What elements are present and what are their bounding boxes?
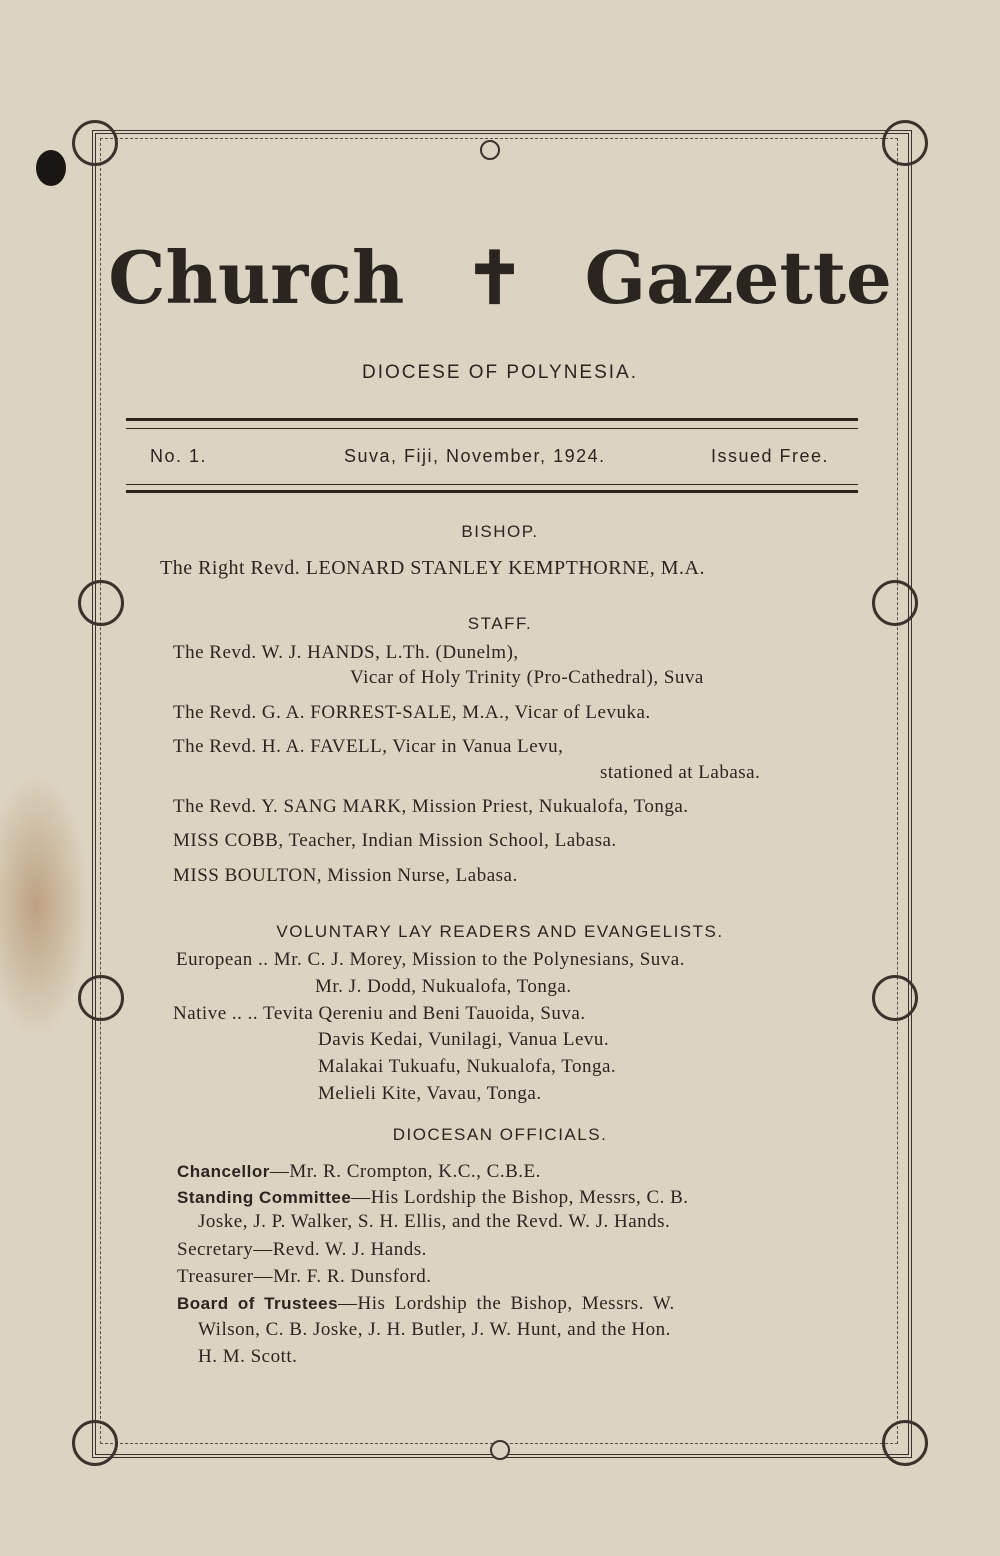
detail: —Mr. R. Crompton, K.C., C.B.E. (269, 1161, 541, 1182)
divider (126, 484, 858, 485)
detail: —His Lordship the Bishop, Messrs. W. (338, 1293, 675, 1314)
stain (0, 770, 90, 1040)
staff-line: The Revd. G. A. FORREST-SALE, M.A., Vicar of Levuka. (173, 702, 651, 723)
official-line: Wilson, C. B. Joske, J. H. Butler, J. W. Hunt, and the Hon. (198, 1319, 671, 1340)
heading-officials: DIOCESAN OFFICIALS. (392, 1125, 608, 1144)
lay-reader-line: Mr. J. Dodd, Nukualofa, Tonga. (315, 976, 572, 997)
official-line (177, 1293, 675, 1315)
masthead-title (0, 235, 1000, 320)
heading-lay-readers: VOLUNTARY LAY READERS AND EVANGELISTS. (276, 922, 724, 941)
staff-line: stationed at Labasa. (600, 762, 761, 783)
lay-reader-line: Melieli Kite, Vavau, Tonga. (318, 1083, 542, 1104)
staff-line: The Revd. Y. SANG MARK, Mission Priest, Nukualofa, Tonga. (173, 796, 689, 817)
lay-reader-line: Davis Kedai, Vunilagi, Vanua Levu. (318, 1029, 610, 1050)
staff-line: The Revd. H. A. FAVELL, Vicar in Vanua Levu, (173, 736, 564, 757)
celtic-knot-icon (882, 120, 928, 166)
lay-reader-line: European .. Mr. C. J. Morey, Mission to the Polynesians, Suva. (176, 949, 685, 970)
staff-line: MISS BOULTON, Mission Nurse, Labasa. (173, 865, 518, 886)
divider (126, 418, 858, 421)
issue-number: No. 1. (150, 446, 208, 466)
official-line: Treasurer—Mr. F. R. Dunsford. (177, 1266, 432, 1287)
ring-ornament-icon (490, 1440, 510, 1460)
bishop-name: The Right Revd. LEONARD STANLEY KEMPTHORNE, M.A. (160, 557, 705, 579)
issue-date: Suva, Fiji, November, 1924. (344, 446, 606, 466)
celtic-knot-icon (72, 1420, 118, 1466)
diocese-subtitle: DIOCESE OF POLYNESIA. (361, 362, 639, 383)
role: Chancellor (177, 1162, 270, 1181)
ring-ornament-icon (480, 140, 500, 160)
divider (126, 490, 858, 493)
title-church: Church (108, 235, 405, 320)
celtic-knot-icon (78, 975, 124, 1021)
official-line (177, 1161, 541, 1183)
staff-line: Vicar of Holy Trinity (Pro-Cathedral), Suva (350, 667, 704, 688)
official-line: H. M. Scott. (198, 1346, 298, 1367)
official-line: Secretary—Revd. W. J. Hands. (177, 1239, 427, 1260)
title-gazette: Gazette (584, 235, 892, 320)
issue-price: Issued Free. (711, 446, 830, 466)
staff-line: The Revd. W. J. HANDS, L.Th. (Dunelm), (173, 642, 519, 663)
divider (126, 428, 858, 429)
heading-staff: STAFF. (467, 614, 533, 633)
staff-line: MISS COBB, Teacher, Indian Mission School, Labasa. (173, 830, 617, 851)
cross-icon: ✝ (464, 235, 525, 320)
lay-reader-line: Malakai Tukuafu, Nukualofa, Tonga. (318, 1056, 617, 1077)
role: Standing Committee (177, 1188, 352, 1207)
lay-reader-line: Native .. .. Tevita Qereniu and Beni Tauoida, Suva. (173, 1003, 586, 1024)
official-line (177, 1187, 689, 1209)
celtic-knot-icon (72, 120, 118, 166)
celtic-knot-icon (872, 975, 918, 1021)
heading-bishop: BISHOP. (461, 522, 539, 541)
celtic-knot-icon (882, 1420, 928, 1466)
detail: —His Lordship the Bishop, Messrs, C. B. (351, 1187, 689, 1208)
punch-hole (36, 150, 66, 186)
role: Board of Trustees (177, 1294, 339, 1313)
official-line: Joske, J. P. Walker, S. H. Ellis, and the Revd. W. J. Hands. (198, 1211, 671, 1232)
